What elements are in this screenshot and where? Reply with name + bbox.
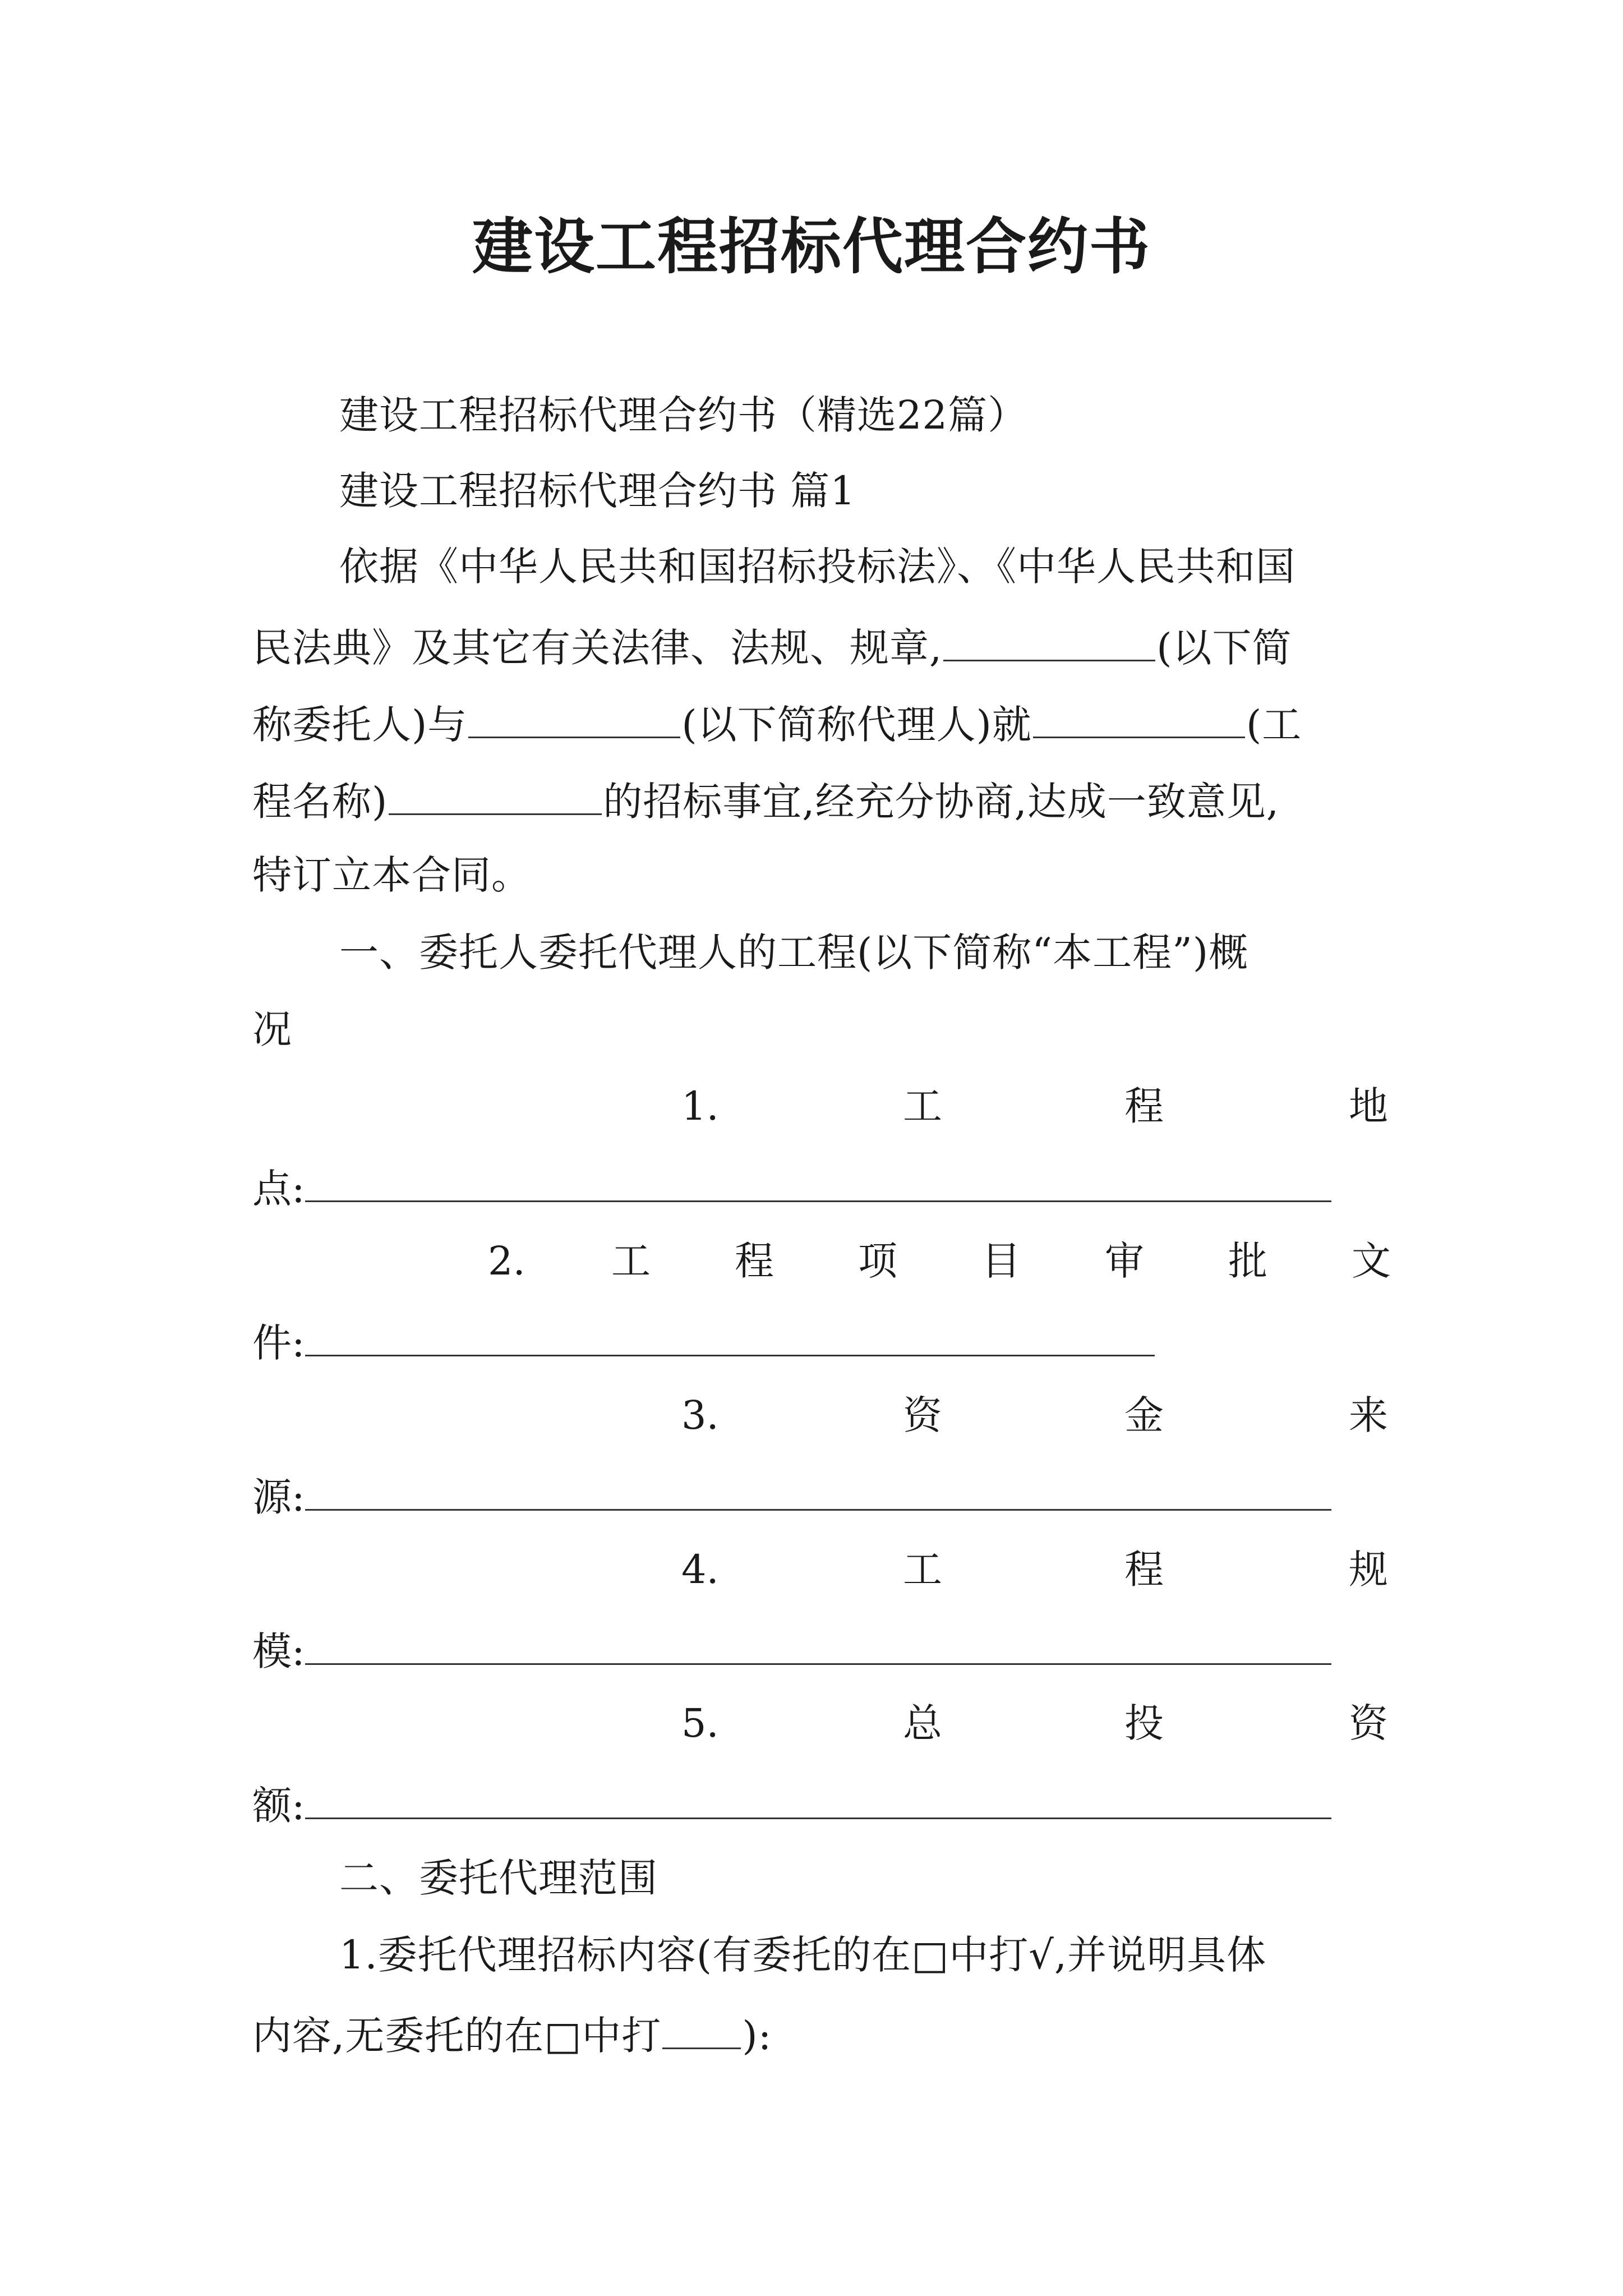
item5-label: 额:	[252, 1783, 305, 1829]
intro-text: (以下简称代理人)就	[681, 702, 1032, 748]
item2-number: 2.	[488, 1238, 525, 1284]
item1-char: 工	[903, 1083, 942, 1129]
item4-char: 工	[903, 1547, 942, 1593]
item4-char: 程	[1124, 1547, 1164, 1593]
part-heading: 建设工程招标代理合约书 篇1	[339, 468, 856, 514]
item2-char: 审	[1105, 1238, 1144, 1284]
item2-char: 文	[1352, 1238, 1391, 1284]
item4-spread-line	[252, 1542, 1391, 1598]
item1-char: 程	[1124, 1083, 1164, 1129]
item2-blank[interactable]	[305, 1310, 1155, 1356]
section1-heading-cont: 况	[252, 1006, 292, 1052]
item3-field	[252, 1464, 1331, 1525]
item5-char: 资	[1349, 1700, 1388, 1746]
section2-para-line-2	[252, 2004, 772, 2064]
item2-char: 项	[858, 1238, 897, 1284]
item3-char: 来	[1349, 1392, 1388, 1438]
section2-para-line-1: 1.委托代理招标内容(有委托的在□中打√,并说明具体	[339, 1932, 1267, 1978]
item1-label: 点:	[252, 1166, 305, 1212]
section2-heading: 二、委托代理范围	[339, 1855, 658, 1901]
item3-blank[interactable]	[305, 1464, 1331, 1511]
section2-text: ):	[742, 2013, 772, 2059]
item5-spread-line	[252, 1695, 1391, 1751]
intro-line-1: 依据《中华人民共和国招标投标法》、《中华人民共和国	[339, 544, 1295, 590]
item2-char: 批	[1228, 1238, 1267, 1284]
section1-heading: 一、委托人委托代理人的工程(以下简称“本工程”)概	[339, 930, 1249, 976]
intro-text: 民法典》及其它有关法律、法规、规章,	[252, 625, 943, 671]
intro-line-2	[252, 616, 1292, 676]
blank-field-mark[interactable]	[662, 2004, 741, 2049]
blank-field-agent[interactable]	[468, 693, 680, 738]
document-title: 建设工程招标代理合约书	[472, 211, 1151, 282]
item3-char: 资	[903, 1392, 942, 1438]
blank-field-party-a[interactable]	[943, 616, 1155, 661]
subtitle: 建设工程招标代理合约书（精选22篇）	[339, 392, 1028, 438]
item4-number: 4.	[681, 1547, 719, 1593]
intro-text: (工	[1246, 702, 1302, 748]
item3-number: 3.	[681, 1392, 719, 1438]
item5-char: 总	[903, 1700, 942, 1746]
item4-label: 模:	[252, 1628, 305, 1674]
item4-blank[interactable]	[305, 1618, 1331, 1665]
intro-text: (以下简	[1156, 625, 1292, 671]
item2-spread-line	[252, 1233, 1391, 1289]
intro-line-4	[252, 770, 1279, 830]
intro-text: 称委托人)与	[252, 702, 468, 748]
item1-char: 地	[1349, 1083, 1388, 1129]
item3-spread-line	[252, 1387, 1391, 1443]
item5-field	[252, 1773, 1331, 1834]
item5-blank[interactable]	[305, 1773, 1331, 1819]
item1-number: 1.	[681, 1083, 719, 1129]
item4-field	[252, 1618, 1331, 1680]
item3-char: 金	[1124, 1392, 1164, 1438]
item1-spread-line	[252, 1078, 1391, 1134]
item2-char: 程	[735, 1238, 774, 1284]
item2-char: 目	[981, 1238, 1021, 1284]
intro-line-5: 特订立本合同。	[252, 852, 531, 898]
item1-field	[252, 1156, 1331, 1217]
intro-text: 的招标事宜,经充分协商,达成一致意见,	[603, 779, 1280, 825]
section2-text: 内容,无委托的在□中打	[252, 2013, 662, 2059]
item4-char: 规	[1349, 1547, 1388, 1593]
intro-text: 程名称)	[252, 779, 388, 825]
blank-field-project[interactable]	[1033, 693, 1245, 738]
item5-number: 5.	[681, 1700, 719, 1746]
item2-field	[252, 1310, 1155, 1371]
blank-field-project-name[interactable]	[389, 770, 602, 815]
item5-char: 投	[1124, 1700, 1164, 1746]
intro-line-3	[252, 693, 1302, 753]
item1-blank[interactable]	[305, 1156, 1331, 1202]
item2-label: 件:	[252, 1320, 305, 1366]
item2-char: 工	[611, 1238, 651, 1284]
item3-label: 源:	[252, 1474, 305, 1520]
